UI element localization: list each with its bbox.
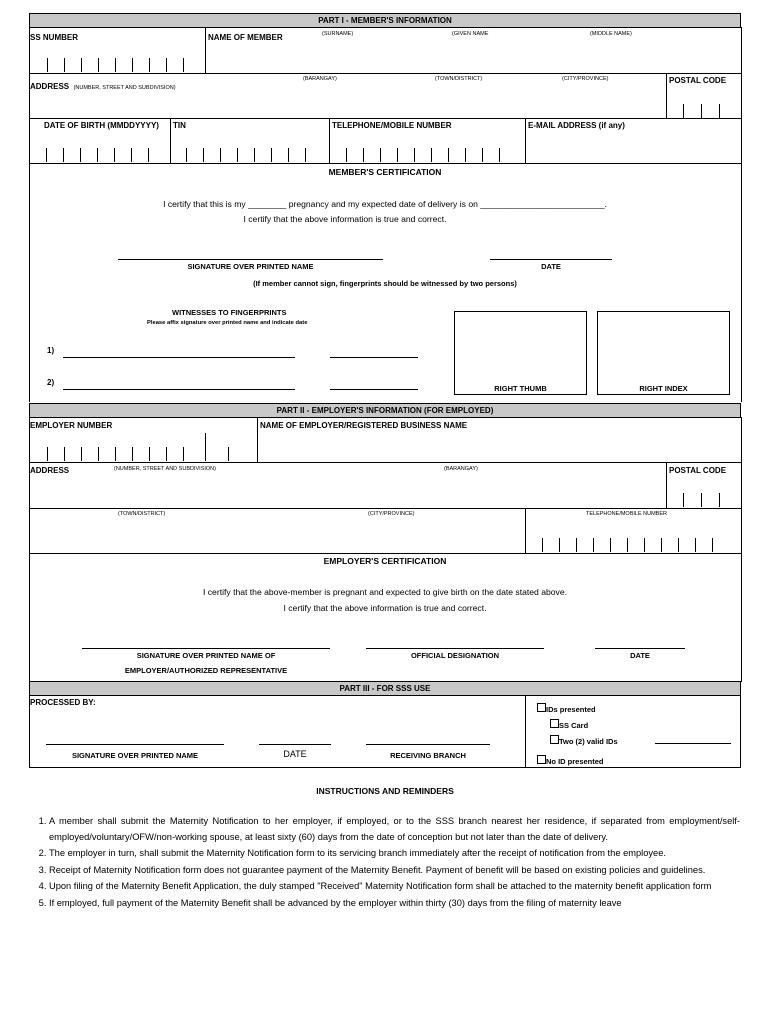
email-label: E-MAIL ADDRESS (if any) [528, 121, 625, 130]
ss-number-label: SS NUMBER [30, 33, 79, 42]
employer-cert-line2: I certify that the above information is true and correct. [283, 603, 487, 613]
barangay-hint: (BARANGAY) [303, 76, 337, 82]
instruction-item: 5. If employed, full payment of the Maternity Benefit shall be advanced by the employer within thirty (30) days from the filing of maternity leave [49, 896, 740, 912]
ids-presented-option[interactable]: IDs presented [537, 699, 596, 717]
employer-postal-label: POSTAL CODE [669, 466, 727, 475]
right-thumb-label: RIGHT THUMB [494, 384, 547, 393]
city-hint: (CITY/PROVINCE) [562, 76, 609, 82]
two-ids-detail-line[interactable] [655, 743, 731, 744]
ss-number-boxes[interactable] [30, 58, 205, 73]
town-hint: (TOWN/DISTRICT) [435, 76, 483, 82]
witnesses-sub: Please affix signature over printed name and indicate date [147, 320, 308, 326]
receiving-branch-line[interactable] [366, 744, 490, 745]
middle-name-hint: (MIDDLE NAME) [590, 31, 632, 37]
dob-label: DATE OF BIRTH (MMDDYYYY) [44, 121, 159, 130]
two-ids-checkbox[interactable] [550, 735, 559, 744]
dob-boxes[interactable] [30, 148, 170, 163]
employer-address-hint: (NUMBER, STREET AND SUBDIVISION) [114, 466, 216, 472]
tin-boxes[interactable] [170, 148, 329, 163]
part3-header: PART III - FOR SSS USE [29, 681, 741, 696]
two-ids-option[interactable]: Two (2) valid IDs [550, 731, 618, 749]
witnesses-label: WITNESSES TO FINGERPRINTS [172, 308, 287, 317]
member-cert-line2: I certify that the above information is true and correct. [243, 214, 447, 224]
processor-signature-line[interactable] [46, 744, 224, 745]
part1-header: PART I - MEMBER'S INFORMATION [29, 13, 741, 28]
instruction-item: 2. The employer in turn, shall submit the Maternity Notification form to its servicing branch immediately after the receipt of notification from the employee. [49, 846, 740, 862]
member-date-label: DATE [541, 262, 561, 271]
employer-number-label: EMPLOYER NUMBER [30, 421, 113, 430]
employer-name-label: NAME OF EMPLOYER/REGISTERED BUSINESS NAME [260, 421, 468, 430]
tin-label: TIN [173, 121, 186, 130]
member-name-label: NAME OF MEMBER [208, 33, 283, 42]
given-name-hint: (GIVEN NAME [452, 31, 489, 37]
employer-barangay-hint: (BARANGAY) [444, 466, 478, 472]
employer-postal-boxes[interactable] [666, 493, 741, 508]
postal-code-boxes[interactable] [666, 104, 741, 118]
fingerprint-note: (If member cannot sign, fingerprints should be witnessed by two persons) [253, 279, 517, 288]
receiving-branch-label: RECEIVING BRANCH [390, 751, 466, 760]
processor-date-label: DATE [283, 749, 307, 759]
address-label: ADDRESS (NUMBER, STREET AND SUBDIVISION) [30, 82, 176, 91]
ids-presented-checkbox[interactable] [537, 703, 546, 712]
right-thumb-box[interactable] [454, 311, 587, 395]
instruction-item: 1. A member shall submit the Maternity Notification to her employer, if employed, or to the SSS branch nearest her residence, if separated from employment/self-employed/voluntary/OFW/non-working spouse, at least sixty (60) days from the date of conception but not later than the date of delivery. [49, 814, 740, 845]
designation-label: OFFICIAL DESIGNATION [410, 651, 500, 660]
witness-1-sign-line[interactable] [63, 357, 295, 358]
witness-1-num: 1) [47, 346, 55, 355]
instruction-item: 4. Upon filing of the Maternity Benefit Application, the duly stamped "Received" Maternity Notification form shall be attached to the maternity benefit application form [49, 879, 740, 895]
instruction-item: 3. Receipt of Maternity Notification form does not guarantee payment of the Maternity Benefit. Payment of benefit will be based on existing policies and guidelines. [49, 863, 740, 879]
employer-city-hint: (CITY/PROVINCE) [368, 511, 415, 517]
witness-2-sign-line[interactable] [63, 389, 295, 390]
employer-phone-hint: TELEPHONE/MOBILE NUMBER [586, 511, 667, 517]
member-cert-line1: I certify that this is my ________ pregnancy and my expected date of delivery is on __________________________. [163, 199, 607, 209]
witness-2-date-line[interactable] [330, 389, 418, 390]
right-index-label: RIGHT INDEX [639, 384, 688, 393]
employer-cert-line1: I certify that the above-member is pregnant and expected to give birth on the date stated above. [202, 587, 568, 597]
employer-sig-label-2: EMPLOYER/AUTHORIZED REPRESENTATIVE [124, 666, 288, 675]
right-index-box[interactable] [597, 311, 730, 395]
phone-boxes[interactable] [329, 148, 525, 163]
instructions-list [30, 814, 740, 912]
phone-label: TELEPHONE/MOBILE NUMBER [332, 121, 452, 130]
ss-card-checkbox[interactable] [550, 719, 559, 728]
employer-cert-title: EMPLOYER'S CERTIFICATION [323, 556, 447, 566]
no-id-option[interactable]: No ID presented [537, 751, 604, 769]
processor-signature-label: SIGNATURE OVER PRINTED NAME [71, 751, 199, 760]
postal-code-label: POSTAL CODE [669, 76, 727, 85]
employer-phone-boxes[interactable] [525, 538, 741, 553]
member-signature-label: SIGNATURE OVER PRINTED NAME [187, 262, 314, 271]
ss-card-option[interactable]: SS Card [550, 715, 588, 733]
processor-date-line[interactable] [259, 744, 331, 745]
processed-by-label: PROCESSED BY: [30, 698, 96, 707]
employer-sig-label-1: SIGNATURE OVER PRINTED NAME OF [136, 651, 276, 660]
part2-header: PART II - EMPLOYER'S INFORMATION (FOR EMPLOYED) [29, 403, 741, 418]
witness-1-date-line[interactable] [330, 357, 418, 358]
employer-address-label: ADDRESS [30, 466, 70, 475]
member-cert-title: MEMBER'S CERTIFICATION [328, 167, 442, 177]
employer-number-boxes[interactable] [30, 447, 257, 462]
witness-2-num: 2) [47, 378, 55, 387]
employer-town-hint: (TOWN/DISTRICT) [118, 511, 166, 517]
surname-hint: (SURNAME) [322, 31, 354, 37]
employer-date-label: DATE [630, 651, 650, 660]
no-id-checkbox[interactable] [537, 755, 546, 764]
instructions-title: INSTRUCTIONS AND REMINDERS [316, 786, 454, 796]
